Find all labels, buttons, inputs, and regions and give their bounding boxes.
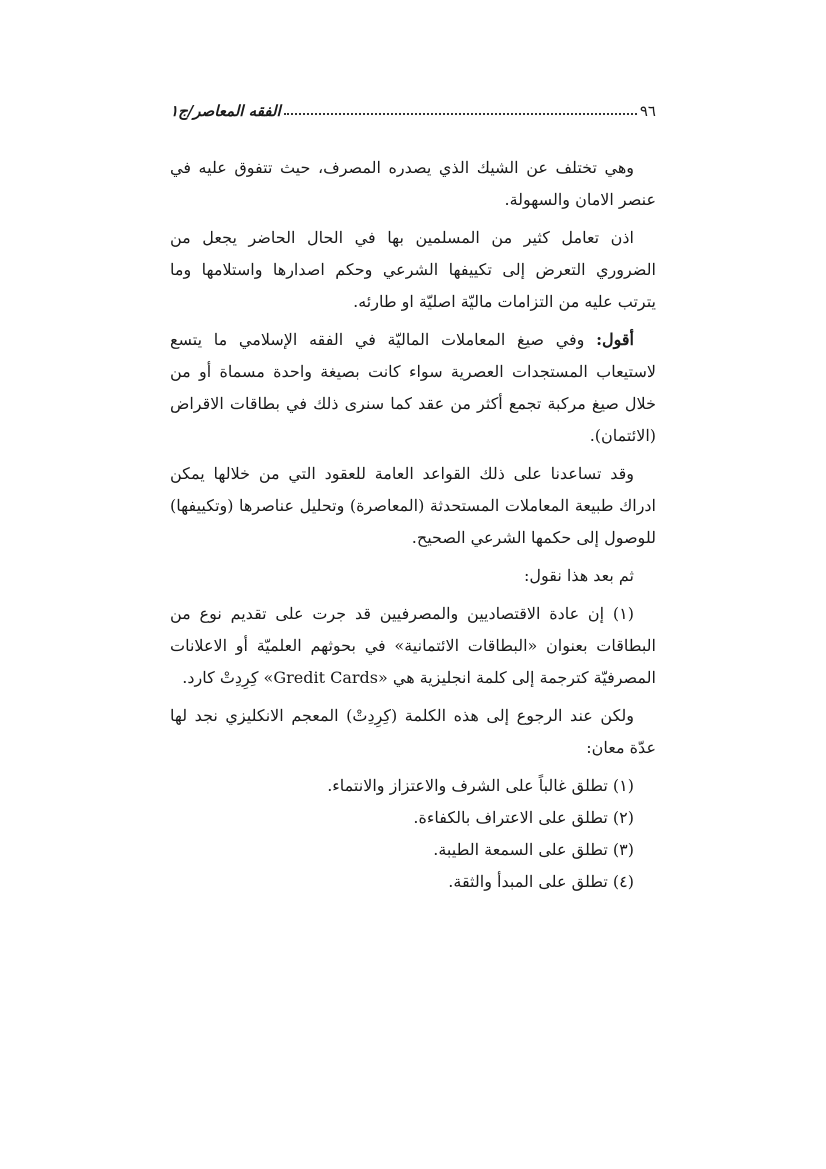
list-item: (٣) تطلق على السمعة الطيبة.	[433, 840, 634, 859]
paragraph: وهي تختلف عن الشيك الذي يصدره المصرف، حيث تتفوق عليه في عنصر الامان والسهولة.	[170, 158, 656, 209]
aqool-paragraph	[170, 324, 656, 452]
meanings-list	[170, 770, 656, 898]
list-item: (١) تطلق غالباً على الشرف والاعتزاز والانتماء.	[327, 776, 634, 795]
page-body	[170, 152, 656, 898]
aqool-text: وفي صيغ المعاملات الماليّة في الفقه الإسلامي ما يتسع لاستيعاب المستجدات العصرية سواء كانت بصيغة واحدة مسماة أو من خلال صيغ مركبة تجمع أكثر من عقد كما سنرى ذلك في بطاقات الاقراض (الائتمان).	[170, 330, 656, 445]
page-header	[170, 88, 656, 120]
paragraph: (١) إن عادة الاقتصاديين والمصرفيين قد جرت على تقديم نوع من البطاقات بعنوان «البطاقات الائتمانية» في بحوثهم العلميّة أو الاعلانات المصرفيّة كترجمة إلى كلمة انجليزية هي «Gredit Cards» كِرِدِتْ كارد.	[170, 604, 656, 687]
running-title: الفقه المعاصر/ج١	[170, 102, 281, 120]
paragraph: ثم بعد هذا نقول:	[523, 566, 634, 585]
header-dotted-leader	[284, 112, 637, 115]
paragraph: اذن تعامل كثير من المسلمين بها في الحال الحاضر يجعل من الضروري التعرض إلى تكييفها الشرعي وحكم اصدارها واستلامها وما يترتب عليه من التزامات ماليّة اصليّة او طارئه.	[170, 228, 656, 311]
page-number: ٩٦	[639, 102, 656, 120]
list-item: (٢) تطلق على الاعتراف بالكفاءة.	[413, 808, 634, 827]
list-item: (٤) تطلق على المبدأ والثقة.	[448, 872, 634, 891]
paragraph: وقد تساعدنا على ذلك القواعد العامة للعقود التي من خلالها يمكن ادراك طبيعة المعاملات المستحدثة (المعاصرة) وتحليل عناصرها (وتكييفها) للوصول إلى حكمها الشرعي الصحيح.	[170, 464, 656, 547]
paragraph: ولكن عند الرجوع إلى هذه الكلمة (كِرِدِتْ) المعجم الانكليزي نجد لها عدّة معان:	[170, 706, 656, 757]
aqool-lead: أقول:	[596, 330, 634, 349]
